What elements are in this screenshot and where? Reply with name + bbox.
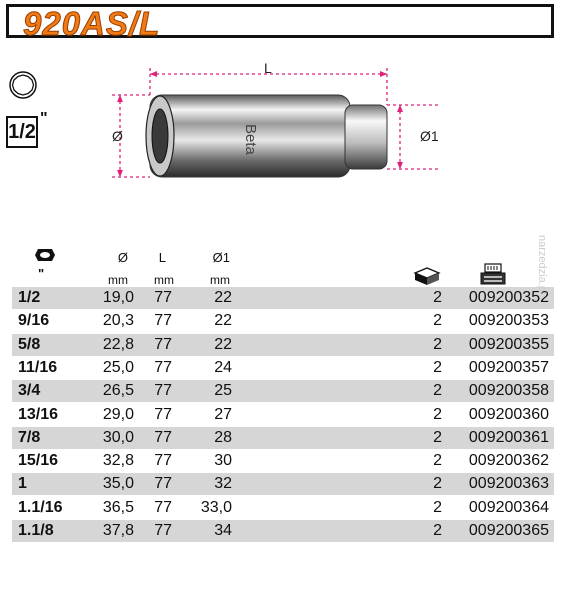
cell-l: 77 (154, 335, 172, 353)
cell-d1: 27 (214, 405, 232, 423)
cell-code: 009200361 (468, 428, 549, 446)
cell-size: 1 (18, 475, 27, 493)
cell-code: 009200358 (468, 382, 549, 400)
cell-d: 30,0 (102, 428, 134, 446)
cell-pack: 2 (433, 522, 442, 539)
d-unit-header: mm (108, 273, 128, 287)
cell-code: 009200364 (468, 498, 549, 516)
table-row (12, 334, 554, 356)
cell-d1: 22 (214, 289, 232, 306)
cell-d1: 34 (214, 522, 232, 539)
cell-d: 32,8 (102, 452, 134, 470)
cell-size: 1/2 (18, 289, 41, 306)
cell-d: 22,8 (102, 335, 134, 353)
drive-size-label: 1/2 (8, 121, 36, 143)
cell-pack: 2 (433, 312, 442, 330)
table-row (12, 310, 554, 332)
cell-pack: 2 (433, 475, 442, 493)
table-row (12, 287, 554, 309)
cell-pack: 2 (433, 289, 442, 306)
cell-pack: 2 (433, 498, 442, 516)
cell-d1: 22 (214, 335, 232, 353)
cell-code: 009200355 (468, 335, 549, 353)
cell-size: 11/16 (18, 358, 58, 376)
table-row (12, 450, 554, 472)
cell-size: 3/4 (18, 382, 41, 400)
table-row (12, 427, 554, 449)
cell-d1: 33,0 (200, 498, 232, 516)
socket-diagram (0, 50, 566, 200)
cell-code: 009200365 (468, 522, 549, 539)
l-unit-header: mm (154, 273, 174, 287)
cell-l: 77 (154, 452, 172, 470)
cell-d: 37,8 (102, 522, 134, 539)
cell-d: 26,5 (102, 382, 134, 400)
table-row (12, 473, 554, 495)
d1-unit-header: mm (210, 273, 230, 287)
product-title: 920AS/L (23, 5, 161, 42)
l-header: L (158, 250, 166, 265)
cell-code: 009200360 (468, 405, 549, 423)
cell-size: 9/16 (18, 312, 50, 330)
watermark: narzedzia.pl (536, 235, 548, 295)
cell-size: 13/16 (18, 405, 59, 423)
cell-l: 77 (154, 358, 172, 376)
barcode-register-icon (480, 263, 506, 285)
cell-d1: 30 (214, 452, 232, 470)
nut-icon (34, 247, 56, 263)
cell-l: 77 (154, 498, 172, 516)
diameter1-label: Ø1 (420, 128, 439, 144)
cell-d1: 22 (214, 312, 232, 330)
cell-code: 009200352 (468, 289, 549, 306)
cell-pack: 2 (433, 428, 442, 446)
cell-pack: 2 (433, 405, 442, 423)
d1-header: Ø1 (212, 250, 230, 265)
cell-l: 77 (154, 382, 172, 400)
cell-d1: 32 (214, 475, 232, 493)
engraving-text: Beta (242, 124, 259, 155)
cell-l: 77 (154, 312, 172, 330)
cell-l: 77 (154, 289, 172, 306)
cell-l: 77 (154, 522, 172, 539)
length-label: L (264, 60, 272, 76)
diameter-label: Ø (112, 128, 123, 144)
cell-d1: 28 (214, 428, 232, 446)
table-row (12, 497, 554, 519)
cell-d: 25,0 (102, 358, 134, 376)
cell-pack: 2 (433, 358, 442, 376)
package-box-icon (412, 265, 442, 285)
cell-code: 009200362 (468, 452, 549, 470)
table-row (12, 380, 554, 402)
cell-l: 77 (154, 475, 172, 493)
cell-d: 35,0 (102, 475, 134, 493)
d-header: Ø (117, 250, 128, 265)
cell-d1: 24 (214, 358, 232, 376)
cell-l: 77 (154, 405, 172, 423)
table-row (12, 357, 554, 379)
table-row (12, 520, 554, 542)
cell-code: 009200357 (468, 358, 549, 376)
drive-size-unit: " (40, 110, 48, 127)
table-row (12, 404, 554, 426)
cell-size: 5/8 (18, 335, 41, 353)
cell-pack: 2 (433, 382, 442, 400)
cell-d: 36,5 (102, 498, 134, 516)
title-box (6, 4, 554, 42)
cell-d: 29,0 (102, 405, 134, 423)
cell-size: 1.1/16 (18, 498, 63, 516)
cell-size: 7/8 (18, 428, 41, 446)
cell-size: 15/16 (18, 452, 59, 470)
size-unit-header: " (38, 266, 45, 281)
cell-code: 009200353 (468, 312, 549, 330)
cell-size: 1.1/8 (18, 522, 54, 539)
cell-pack: 2 (433, 452, 442, 470)
cell-l: 77 (154, 428, 172, 446)
cell-d1: 25 (214, 382, 232, 400)
cell-code: 009200363 (468, 475, 549, 493)
cell-d: 20,3 (102, 312, 134, 330)
socket-image (146, 95, 387, 177)
cell-pack: 2 (433, 335, 442, 353)
cell-d: 19,0 (102, 289, 134, 306)
